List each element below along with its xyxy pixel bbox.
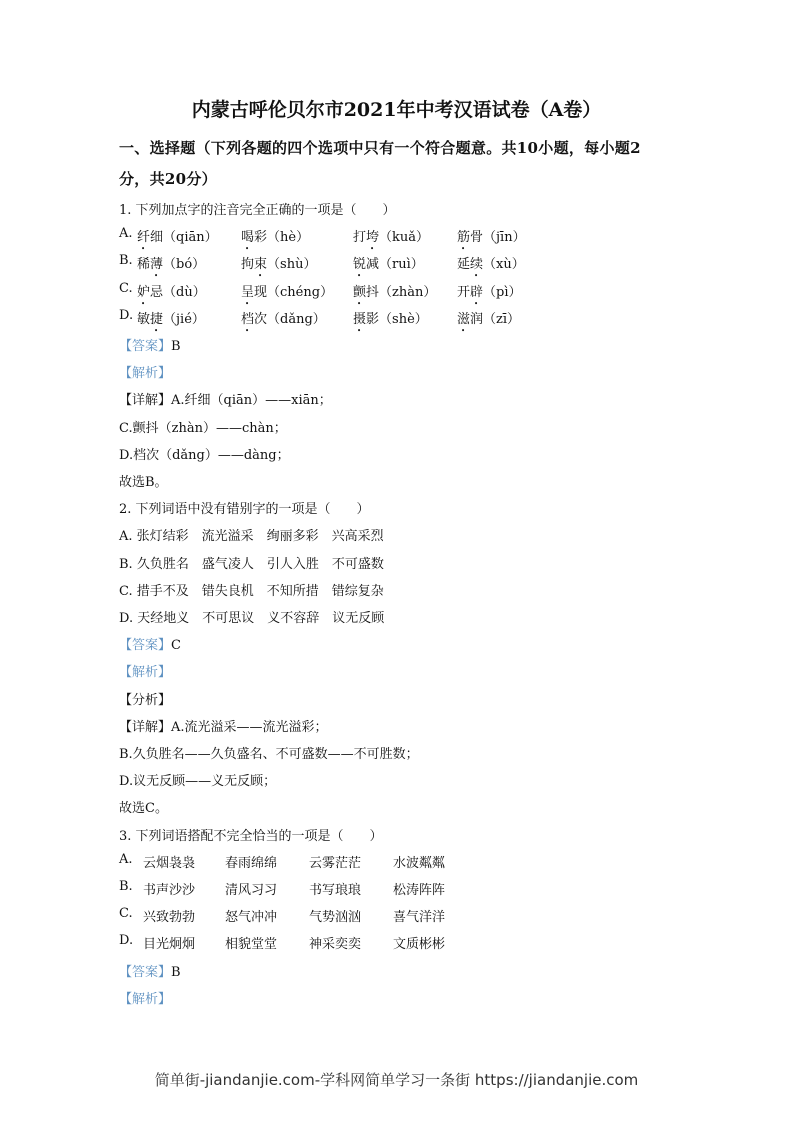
dotted-character: 捷 [150, 311, 164, 327]
option-label: D. [119, 307, 134, 323]
option-item [353, 253, 424, 280]
dotted-character: 辟 [470, 284, 484, 300]
analysis-label: 【解析】 [119, 366, 172, 382]
pinyin: （shè） [379, 311, 428, 327]
detail-line: 【详解】A.纤细（qiān）——xiān； [119, 393, 332, 409]
detail-line: D.档次（dǎng）——dàng； [119, 447, 290, 463]
option-item [457, 226, 526, 253]
detail-line: D.议无反顾——义无反顾； [119, 774, 277, 790]
option-text: 打 [353, 230, 367, 246]
option-item [137, 281, 206, 308]
question-stem: 1. 下列加点字的注音完全正确的一项是（ ） [119, 203, 396, 218]
option-label: C. [119, 906, 133, 922]
question-stem: 3. 下列词语搭配不完全恰当的一项是（ ） [119, 828, 383, 844]
detail-line: B.久负胜名——久负盛名、不可盛数——不可胜数； [119, 747, 419, 762]
analysis-label: 【解析】 [119, 991, 172, 1007]
pinyin: （jié） [163, 311, 205, 327]
option-text: 次 [254, 311, 268, 327]
dotted-character: 档 [241, 311, 255, 327]
option-text: 减 [366, 257, 380, 273]
option-item [353, 308, 428, 335]
dotted-character: 锐 [353, 257, 367, 273]
option-text: 拘 [241, 257, 255, 273]
option-item: 云烟袅袅 [143, 855, 196, 871]
option-item [353, 281, 436, 308]
detail-line: C.颤抖（zhàn）——chàn； [119, 420, 287, 436]
answer-label: 【答案】 [119, 964, 172, 980]
option-row: A. 张灯结彩 流光溢采 绚丽多彩 兴高采烈 [119, 529, 384, 545]
dotted-character: 束 [254, 257, 268, 273]
option-item [137, 253, 205, 280]
pinyin: （kuǎ） [379, 230, 430, 246]
option-text: 彩 [254, 230, 268, 246]
option-item [137, 308, 205, 335]
answer-line [119, 335, 181, 355]
dotted-character: 滋 [457, 311, 471, 327]
option-label: A. [119, 851, 133, 867]
pinyin: （zhàn） [379, 284, 437, 300]
pinyin: （chéng） [267, 284, 334, 300]
option-item: 兴致勃勃 [143, 910, 196, 926]
detail-line: 故选B。 [119, 475, 168, 490]
answer-value: C [171, 638, 181, 654]
option-item [353, 226, 429, 253]
option-item: 松涛阵阵 [393, 883, 446, 898]
pinyin: （ruì） [379, 257, 424, 273]
dotted-character: 喝 [241, 230, 255, 246]
option-item: 目光炯炯 [143, 937, 196, 953]
pinyin: （qiān） [163, 230, 218, 246]
option-label: D. [119, 933, 134, 949]
option-item [457, 281, 522, 308]
answer-label: 【答案】 [119, 339, 172, 354]
section-heading-cont: 分，共20分） [119, 170, 217, 188]
option-text: 现 [254, 284, 268, 300]
pinyin: （xù） [483, 257, 525, 273]
dotted-character: 续 [470, 257, 484, 273]
pinyin: （zī） [483, 311, 521, 327]
option-text: 抖 [366, 284, 380, 300]
option-item [241, 308, 326, 335]
fenxi-label: 【分析】 [119, 692, 172, 708]
option-text: 开 [457, 284, 471, 300]
pinyin: （bó） [163, 257, 206, 273]
answer-line [119, 961, 181, 981]
dotted-character: 颤 [353, 284, 367, 300]
question-stem: 2. 下列词语中没有错别字的一项是（ ） [119, 502, 370, 518]
dotted-character: 呈 [241, 284, 255, 300]
option-row: C. 措手不及 错失良机 不知所措 错综复杂 [119, 583, 384, 599]
pinyin: （shù） [267, 257, 317, 273]
option-label: B. [119, 879, 133, 894]
option-row: D. 天经地义 不可思议 义不容辞 议无反顾 [119, 611, 385, 626]
dotted-character: 纤 [137, 230, 151, 246]
dotted-character: 垮 [366, 230, 380, 246]
pinyin: （dǎng） [267, 311, 326, 327]
option-item: 神采奕奕 [309, 937, 362, 953]
dotted-character: 摄 [353, 311, 367, 327]
option-item [457, 253, 525, 280]
option-item: 书声沙沙 [143, 883, 196, 898]
option-item: 书写琅琅 [309, 883, 362, 898]
section-heading: 一、选择题（下列各题的四个选项中只有一个符合题意。共10小题，每小题2 [119, 139, 641, 157]
answer-value: B [171, 339, 181, 354]
pinyin: （dù） [163, 284, 206, 300]
option-item: 文质彬彬 [393, 937, 446, 953]
option-text: 稀 [137, 257, 151, 273]
dotted-character: 薄 [150, 257, 164, 273]
document-title: 内蒙古呼伦贝尔市2021年中考汉语试卷（A卷） [191, 99, 602, 121]
option-item: 怒气冲冲 [225, 910, 278, 926]
option-item: 水波粼粼 [393, 855, 446, 871]
option-item: 相貌堂堂 [225, 937, 278, 953]
option-text: 影 [366, 311, 380, 327]
dotted-character: 妒 [137, 284, 151, 300]
pinyin: （pì） [483, 284, 522, 300]
option-text: 骨 [470, 230, 484, 246]
detail-line: 【详解】A.流光溢采——流光溢彩； [119, 719, 328, 735]
dotted-character: 筋 [457, 230, 471, 246]
option-item: 云雾茫茫 [309, 855, 362, 871]
option-label: A. [119, 226, 133, 242]
option-text: 延 [457, 257, 471, 273]
answer-line [119, 634, 181, 654]
footer-watermark: 简单街-jiandanjie.com-学科网简单学习一条街 https://jiandanjie.com [154, 1071, 639, 1089]
option-text: 细 [150, 230, 164, 246]
pinyin: （jīn） [483, 230, 526, 246]
option-item: 喜气洋洋 [393, 910, 446, 926]
option-item [457, 308, 520, 335]
detail-line: 故选C。 [119, 801, 168, 817]
option-item [137, 226, 218, 253]
option-item [241, 253, 316, 280]
analysis-label: 【解析】 [119, 665, 172, 681]
option-item [241, 281, 333, 308]
pinyin: （hè） [267, 230, 310, 246]
option-row: B. 久负胜名 盛气凌人 引人入胜 不可盛数 [119, 556, 384, 572]
option-text: 润 [470, 311, 484, 327]
option-item [241, 226, 309, 253]
option-text: 敏 [137, 311, 151, 327]
option-label: B. [119, 253, 133, 269]
option-item: 春雨绵绵 [225, 855, 278, 871]
option-item: 气势汹汹 [309, 910, 362, 926]
option-label: C. [119, 280, 133, 296]
option-text: 忌 [150, 284, 164, 300]
answer-value: B [171, 964, 181, 980]
answer-label: 【答案】 [119, 638, 172, 654]
option-item: 清风习习 [225, 883, 278, 898]
